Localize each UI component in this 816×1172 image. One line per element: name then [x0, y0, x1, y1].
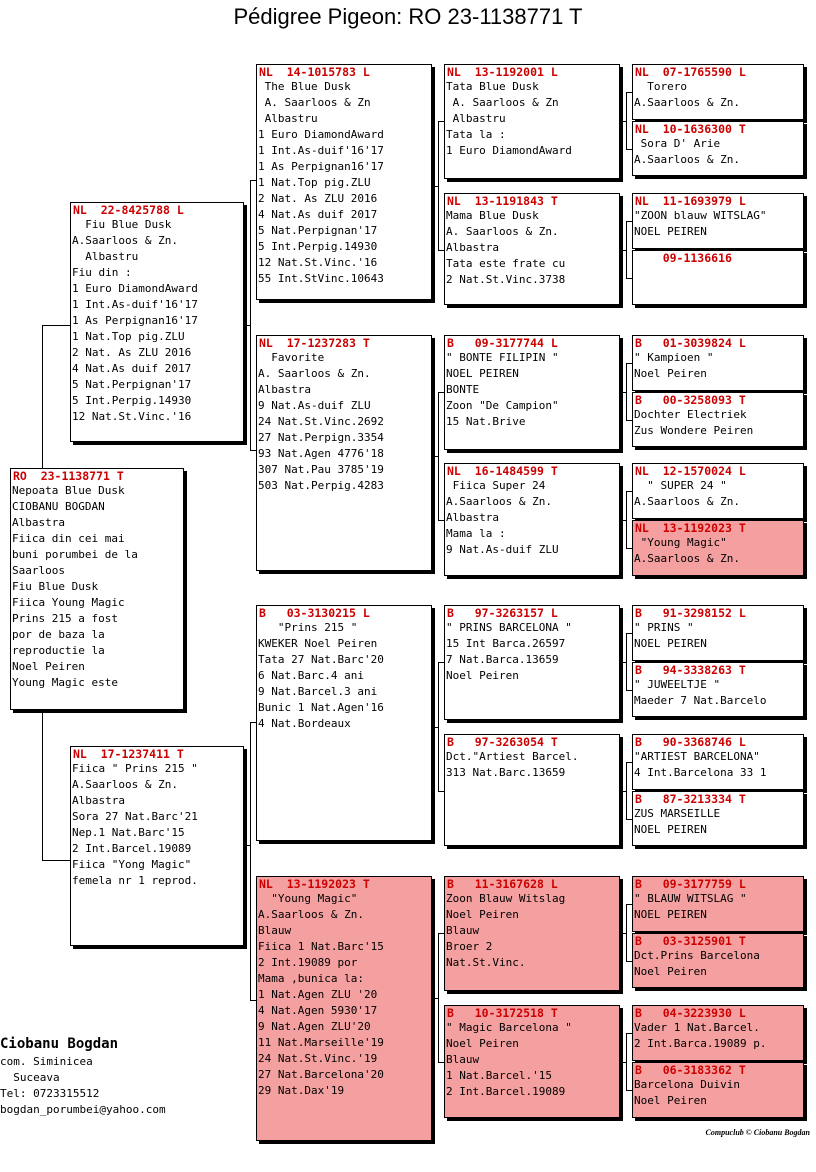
pigeon-info-line: A.Saarloos & Zn. — [634, 153, 740, 166]
pigeon-card-g14 — [632, 933, 804, 988]
pigeon-info-line: A. Saarloos & Zn — [446, 96, 559, 109]
pigeon-card-g12 — [632, 791, 804, 846]
ring-number: B 09-3177744 L — [447, 336, 558, 350]
pigeon-info-line: Barcelona Duivin — [634, 1078, 740, 1091]
connector-line — [626, 491, 627, 548]
pigeon-info-line: 307 Nat.Pau 3785'19 — [258, 463, 384, 476]
pigeon-info-line: por de baza la — [12, 628, 105, 641]
pigeon-info-line: Noel Peiren — [446, 669, 519, 682]
connector-line — [626, 363, 627, 420]
pigeon-card-fmf — [444, 335, 620, 450]
owner-info — [0, 1034, 200, 1118]
pigeon-card-g1 — [632, 64, 804, 120]
pigeon-card-mf — [256, 605, 432, 841]
pigeon-info-line: "Young Magic" — [634, 536, 727, 549]
pigeon-card-mmf — [444, 876, 620, 991]
pigeon-info-line: CIOBANU BOGDAN — [12, 500, 105, 513]
pigeon-info-line: Albastru — [258, 112, 318, 125]
connector-line — [626, 904, 627, 961]
connector-line — [438, 392, 439, 520]
pigeon-info-line: 11 Nat.Marseille'19 — [258, 1036, 384, 1049]
pigeon-info-line: Dct.Prins Barcelona — [634, 949, 760, 962]
pigeon-info-line: The Blue Dusk — [258, 80, 351, 93]
pigeon-info-line: Mama Blue Dusk — [446, 209, 539, 222]
pigeon-info-line: Prins 215 a fost — [12, 612, 118, 625]
pigeon-card-g4 — [632, 250, 804, 305]
pigeon-info-line: Albastru — [446, 112, 506, 125]
ring-number: B 91-3298152 L — [635, 606, 746, 620]
pigeon-info-line: 5 Int.Perpig.14930 — [72, 394, 192, 407]
pigeon-info-line: Blauw — [258, 924, 292, 937]
pigeon-info-line: 4 Int.Barcelona 33 1 — [634, 766, 767, 779]
pigeon-info-line: Mama ,bunica la: — [258, 972, 364, 985]
pigeon-info-line: Fiica Super 24 — [446, 479, 546, 492]
pigeon-info-line: A.Saarloos & Zn. — [634, 552, 740, 565]
pigeon-card-mff — [444, 605, 620, 720]
pigeon-info-line: " PRINS " — [634, 621, 694, 634]
pigeon-card-g8 — [632, 520, 804, 576]
pigeon-info-line: "ARTIEST BARCELONA" — [634, 750, 760, 763]
pigeon-card-subject — [10, 468, 184, 710]
connector-line — [626, 221, 627, 278]
pigeon-info-line: " JUWEELTJE " — [634, 678, 721, 691]
owner-email: bogdan_porumbei@yahoo.com — [0, 1103, 166, 1116]
pigeon-info-line: A.Saarloos & Zn. — [72, 234, 178, 247]
pigeon-info-line: 12 Nat.St.Vinc.'16 — [72, 410, 192, 423]
pigeon-info-line: 5 Int.Perpig.14930 — [258, 240, 378, 253]
pigeon-info-line: Broer 2 — [446, 940, 493, 953]
pigeon-card-g15 — [632, 1005, 804, 1061]
pigeon-card-father — [70, 202, 244, 442]
pigeon-info-line: 29 Nat.Dax'19 — [258, 1084, 345, 1097]
ring-number: NL 10-1636300 T — [635, 122, 746, 136]
pigeon-card-g7 — [632, 463, 804, 519]
pigeon-info-line: Blauw — [446, 924, 480, 937]
pigeon-info-line: Maeder 7 Nat.Barcelo — [634, 694, 767, 707]
pigeon-info-line: 1 Nat.Top pig.ZLU — [258, 176, 371, 189]
ring-number: NL 13-1192023 T — [635, 521, 746, 535]
pigeon-card-mfm — [444, 734, 620, 846]
pigeon-info-line: 15 Nat.Brive — [446, 415, 526, 428]
pigeon-info-line: 9 Nat.As-duif ZLU — [446, 543, 559, 556]
pigeon-info-line: 24 Nat.St.Vinc.2692 — [258, 415, 384, 428]
pigeon-info-line: A. Saarloos & Zn. — [258, 367, 371, 380]
connector-line — [626, 1033, 627, 1090]
pigeon-info-line: Tata la : — [446, 128, 506, 141]
pigeon-info-line: Noel Peiren — [12, 660, 85, 673]
ring-number: NL 13-1192001 L — [447, 65, 558, 79]
pigeon-info-line: NOEL PEIREN — [634, 225, 707, 238]
ring-number: NL 14-1015783 L — [259, 65, 370, 79]
pigeon-info-line: Albastra — [72, 794, 125, 807]
pigeon-info-line: 5 Nat.Perpignan'17 — [258, 224, 378, 237]
ring-number: NL 07-1765590 L — [635, 65, 746, 79]
ring-number: B 11-3167628 L — [447, 877, 558, 891]
pigeon-info-line: Noel Peiren — [446, 1037, 519, 1050]
pigeon-info-line: 2 Int.Barcel.19089 — [72, 842, 192, 855]
ring-number: B 03-3130215 L — [259, 606, 370, 620]
ring-number: B 90-3368746 L — [635, 735, 746, 749]
pigeon-info-line: Fiu Blue Dusk — [12, 580, 99, 593]
pigeon-info-line: Zus Wondere Peiren — [634, 424, 754, 437]
pigeon-info-line: 1 As Perpignan16'17 — [258, 160, 384, 173]
pigeon-info-line: Dochter Electriek — [634, 408, 747, 421]
pigeon-info-line: 2 Nat. As ZLU 2016 — [72, 346, 192, 359]
pigeon-info-line: Blauw — [446, 1053, 480, 1066]
connector-line — [626, 633, 627, 690]
pigeon-info-line: 12 Nat.St.Vinc.'16 — [258, 256, 378, 269]
ring-number: B 97-3263054 T — [447, 735, 558, 749]
connector-line — [438, 662, 439, 791]
pigeon-info-line: 1 Int.As-duif'16'17 — [72, 298, 198, 311]
pigeon-info-line: 2 Int.Barca.19089 p. — [634, 1037, 767, 1050]
pigeon-info-line: 503 Nat.Perpig.4283 — [258, 479, 384, 492]
owner-line: Suceava — [0, 1071, 60, 1084]
pigeon-info-line: A. Saarloos & Zn. — [446, 225, 559, 238]
ring-number: NL 11-1693979 L — [635, 194, 746, 208]
pigeon-info-line: 24 Nat.St.Vinc.'19 — [258, 1052, 378, 1065]
pigeon-info-line: " PRINS BARCELONA " — [446, 621, 572, 634]
pigeon-info-line: A.Saarloos & Zn. — [258, 908, 364, 921]
pigeon-info-line: reproductie la — [12, 644, 105, 657]
pigeon-info-line: "Young Magic" — [258, 892, 358, 905]
ring-number: NL 12-1570024 L — [635, 464, 746, 478]
pigeon-info-line: A.Saarloos & Zn. — [446, 495, 552, 508]
ring-number: B 87-3213334 T — [635, 792, 746, 806]
pigeon-info-line: Sora D' Arie — [634, 137, 721, 150]
pigeon-info-line: Albastra — [446, 241, 499, 254]
pigeon-info-line: 1 Euro DiamondAward — [446, 144, 572, 157]
pigeon-info-line: Noel Peiren — [634, 1094, 707, 1107]
ring-number: B 00-3258093 T — [635, 393, 746, 407]
pigeon-info-line: 1 Nat.Barcel.'15 — [446, 1069, 552, 1082]
pigeon-info-line: "ZOON blauw WITSLAG" — [634, 209, 767, 222]
pigeon-info-line: Torero — [634, 80, 687, 93]
ring-number: B 97-3263157 L — [447, 606, 558, 620]
pigeon-card-fff — [444, 64, 620, 179]
pigeon-info-line: Tata este frate cu — [446, 257, 566, 270]
pigeon-info-line: 2 Int.19089 por — [258, 956, 358, 969]
pigeon-info-line: 1 Nat.Agen ZLU '20 — [258, 988, 378, 1001]
ring-number: NL 16-1484599 T — [447, 464, 558, 478]
pigeon-info-line: Vader 1 Nat.Barcel. — [634, 1021, 760, 1034]
pigeon-card-g5 — [632, 335, 804, 391]
pigeon-info-line: 1 Euro DiamondAward — [258, 128, 384, 141]
pigeon-info-line: A.Saarloos & Zn. — [634, 495, 740, 508]
pigeon-info-line: 4 Nat.Agen 5930'17 — [258, 1004, 378, 1017]
pigeon-info-line: " Kampioen " — [634, 351, 714, 364]
pigeon-info-line: 9 Nat.Barcel.3 ani — [258, 685, 378, 698]
connector-line — [438, 121, 439, 250]
pigeon-info-line: 313 Nat.Barc.13659 — [446, 766, 566, 779]
pigeon-info-line: 27 Nat.Perpign.3354 — [258, 431, 384, 444]
pigeon-card-mmm — [444, 1005, 620, 1118]
connector-line — [438, 933, 439, 1062]
pigeon-card-mother — [70, 746, 244, 946]
pigeon-info-line: Saarloos — [12, 564, 65, 577]
pigeon-info-line: 4 Nat.Bordeaux — [258, 717, 351, 730]
pigeon-info-line: Zoon Blauw Witslag — [446, 892, 566, 905]
ring-number: RO 23-1138771 T — [13, 469, 124, 483]
pigeon-info-line: 4 Nat.As duif 2017 — [258, 208, 378, 221]
pigeon-info-line: Noel Peiren — [446, 908, 519, 921]
pigeon-card-g11 — [632, 734, 804, 790]
pigeon-card-fm — [256, 335, 432, 571]
pigeon-info-line: Zoon "De Campion" — [446, 399, 559, 412]
connector-line — [42, 860, 70, 861]
pigeon-info-line: " SUPER 24 " — [634, 479, 727, 492]
pigeon-card-mm — [256, 876, 432, 1141]
pigeon-info-line: 7 Nat.Barca.13659 — [446, 653, 559, 666]
pigeon-info-line: 93 Nat.Agen 4776'18 — [258, 447, 384, 460]
pigeon-card-g10 — [632, 662, 804, 717]
pigeon-info-line: buni porumbei de la — [12, 548, 138, 561]
ring-number: B 94-3338263 T — [635, 663, 746, 677]
pigeon-info-line: Young Magic este — [12, 676, 118, 689]
pigeon-card-ff — [256, 64, 432, 300]
pigeon-info-line: " BONTE FILIPIN " — [446, 351, 559, 364]
ring-number: B 01-3039824 L — [635, 336, 746, 350]
pigeon-info-line: Noel Peiren — [634, 965, 707, 978]
ring-number: 09-1136616 — [635, 251, 732, 265]
pigeon-card-fmm — [444, 463, 620, 576]
pigeon-info-line: A.Saarloos & Zn. — [72, 778, 178, 791]
pigeon-info-line: Sora 27 Nat.Barc'21 — [72, 810, 198, 823]
connector-line — [42, 325, 43, 468]
pigeon-info-line: Albastru — [72, 250, 139, 263]
ring-number: B 09-3177759 L — [635, 877, 746, 891]
ring-number: B 06-3183362 T — [635, 1063, 746, 1077]
pigeon-card-g16 — [632, 1062, 804, 1118]
pigeon-info-line: Albastra — [12, 516, 65, 529]
ring-number: NL 13-1192023 T — [259, 877, 370, 891]
pigeon-info-line: 1 Euro DiamondAward — [72, 282, 198, 295]
owner-line: com. Siminicea — [0, 1055, 93, 1068]
pigeon-info-line: Nep.1 Nat.Barc'15 — [72, 826, 185, 839]
pigeon-info-line: 6 Nat.Barc.4 ani — [258, 669, 364, 682]
pigeon-info-line: 9 Nat.Agen ZLU'20 — [258, 1020, 371, 1033]
pigeon-card-g3 — [632, 193, 804, 249]
ring-number: B 03-3125901 T — [635, 934, 746, 948]
connector-line — [250, 180, 251, 450]
pigeon-info-line: Fiica Young Magic — [12, 596, 125, 609]
pigeon-info-line: 4 Nat.As duif 2017 — [72, 362, 192, 375]
pigeon-info-line: " Magic Barcelona " — [446, 1021, 572, 1034]
pigeon-card-g2 — [632, 121, 804, 176]
pigeon-info-line: Noel Peiren — [634, 367, 707, 380]
ring-number: NL 17-1237411 T — [73, 747, 184, 761]
pigeon-info-line: Favorite — [258, 351, 325, 364]
page-title: Pédigree Pigeon: RO 23-1138771 T — [233, 4, 583, 29]
pigeon-info-line: Tata 27 Nat.Barc'20 — [258, 653, 384, 666]
pigeon-info-line: Fiica 1 Nat.Barc'15 — [258, 940, 384, 953]
pigeon-info-line: Albastra — [258, 383, 311, 396]
pigeon-info-line: Fiu din : — [72, 266, 132, 279]
pigeon-info-line: 2 Nat.St.Vinc.3738 — [446, 273, 566, 286]
pigeon-card-g6 — [632, 392, 804, 447]
pigeon-info-line: 27 Nat.Barcelona'20 — [258, 1068, 384, 1081]
pigeon-info-line: Fiica " Prins 215 " — [72, 762, 198, 775]
connector-line — [250, 722, 251, 1000]
ring-number: NL 13-1191843 T — [447, 194, 558, 208]
pigeon-info-line: Nat.St.Vinc. — [446, 956, 526, 969]
pigeon-info-line: A. Saarloos & Zn — [258, 96, 371, 109]
pigeon-card-ffm — [444, 193, 620, 305]
pigeon-info-line: 5 Nat.Perpignan'17 — [72, 378, 192, 391]
pigeon-info-line: 9 Nat.As-duif ZLU — [258, 399, 371, 412]
pigeon-info-line: 1 Nat.Top pig.ZLU — [72, 330, 185, 343]
pigeon-info-line: NOEL PEIREN — [634, 908, 707, 921]
pigeon-info-line: Fiu Blue Dusk — [72, 218, 172, 231]
pigeon-info-line: Tata Blue Dusk — [446, 80, 539, 93]
pigeon-info-line: 2 Nat. As ZLU 2016 — [258, 192, 378, 205]
pigeon-info-line: 1 Int.As-duif'16'17 — [258, 144, 384, 157]
pigeon-info-line: femela nr 1 reprod. — [72, 874, 198, 887]
connector-line — [42, 710, 43, 860]
pigeon-info-line: Dct."Artiest Barcel. — [446, 750, 579, 763]
pigeon-info-line: 1 As Perpignan16'17 — [72, 314, 198, 327]
connector-line — [626, 92, 627, 149]
pigeon-info-line: BONTE — [446, 383, 480, 396]
pigeon-info-line: KWEKER Noel Peiren — [258, 637, 378, 650]
pigeon-info-line: 2 Int.Barcel.19089 — [446, 1085, 566, 1098]
pigeon-info-line: Albastra — [446, 511, 499, 524]
pigeon-info-line: 55 Int.StVinc.10643 — [258, 272, 384, 285]
pigeon-info-line: " BLAUW WITSLAG " — [634, 892, 747, 905]
pigeon-info-line: ZUS MARSEILLE — [634, 807, 721, 820]
ring-number: B 10-3172518 T — [447, 1006, 558, 1020]
pigeon-info-line: A.Saarloos & Zn. — [634, 96, 740, 109]
connector-line — [42, 325, 70, 326]
pigeon-info-line: Bunic 1 Nat.Agen'16 — [258, 701, 384, 714]
pigeon-info-line: "Prins 215 " — [258, 621, 358, 634]
pigeon-card-g9 — [632, 605, 804, 661]
footer-credit: Compuclub © Ciobanu Bogdan — [705, 1128, 810, 1137]
pigeon-info-line: Fiica "Yong Magic" — [72, 858, 192, 871]
pigeon-card-g13 — [632, 876, 804, 932]
ring-number: NL 17-1237283 T — [259, 336, 370, 350]
pigeon-info-line: NOEL PEIREN — [446, 367, 519, 380]
owner-line: Tel: 0723315512 — [0, 1087, 100, 1100]
connector-line — [626, 762, 627, 819]
pigeon-info-line: 15 Int Barca.26597 — [446, 637, 566, 650]
pigeon-info-line: Mama la : — [446, 527, 506, 540]
ring-number: B 04-3223930 L — [635, 1006, 746, 1020]
pigeon-info-line: Nepoata Blue Dusk — [12, 484, 125, 497]
ring-number: NL 22-8425788 L — [73, 203, 184, 217]
pigeon-info-line: NOEL PEIREN — [634, 637, 707, 650]
owner-name: Ciobanu Bogdan — [0, 1036, 119, 1052]
pigeon-info-line: Fiica din cei mai — [12, 532, 125, 545]
pigeon-info-line: NOEL PEIREN — [634, 823, 707, 836]
